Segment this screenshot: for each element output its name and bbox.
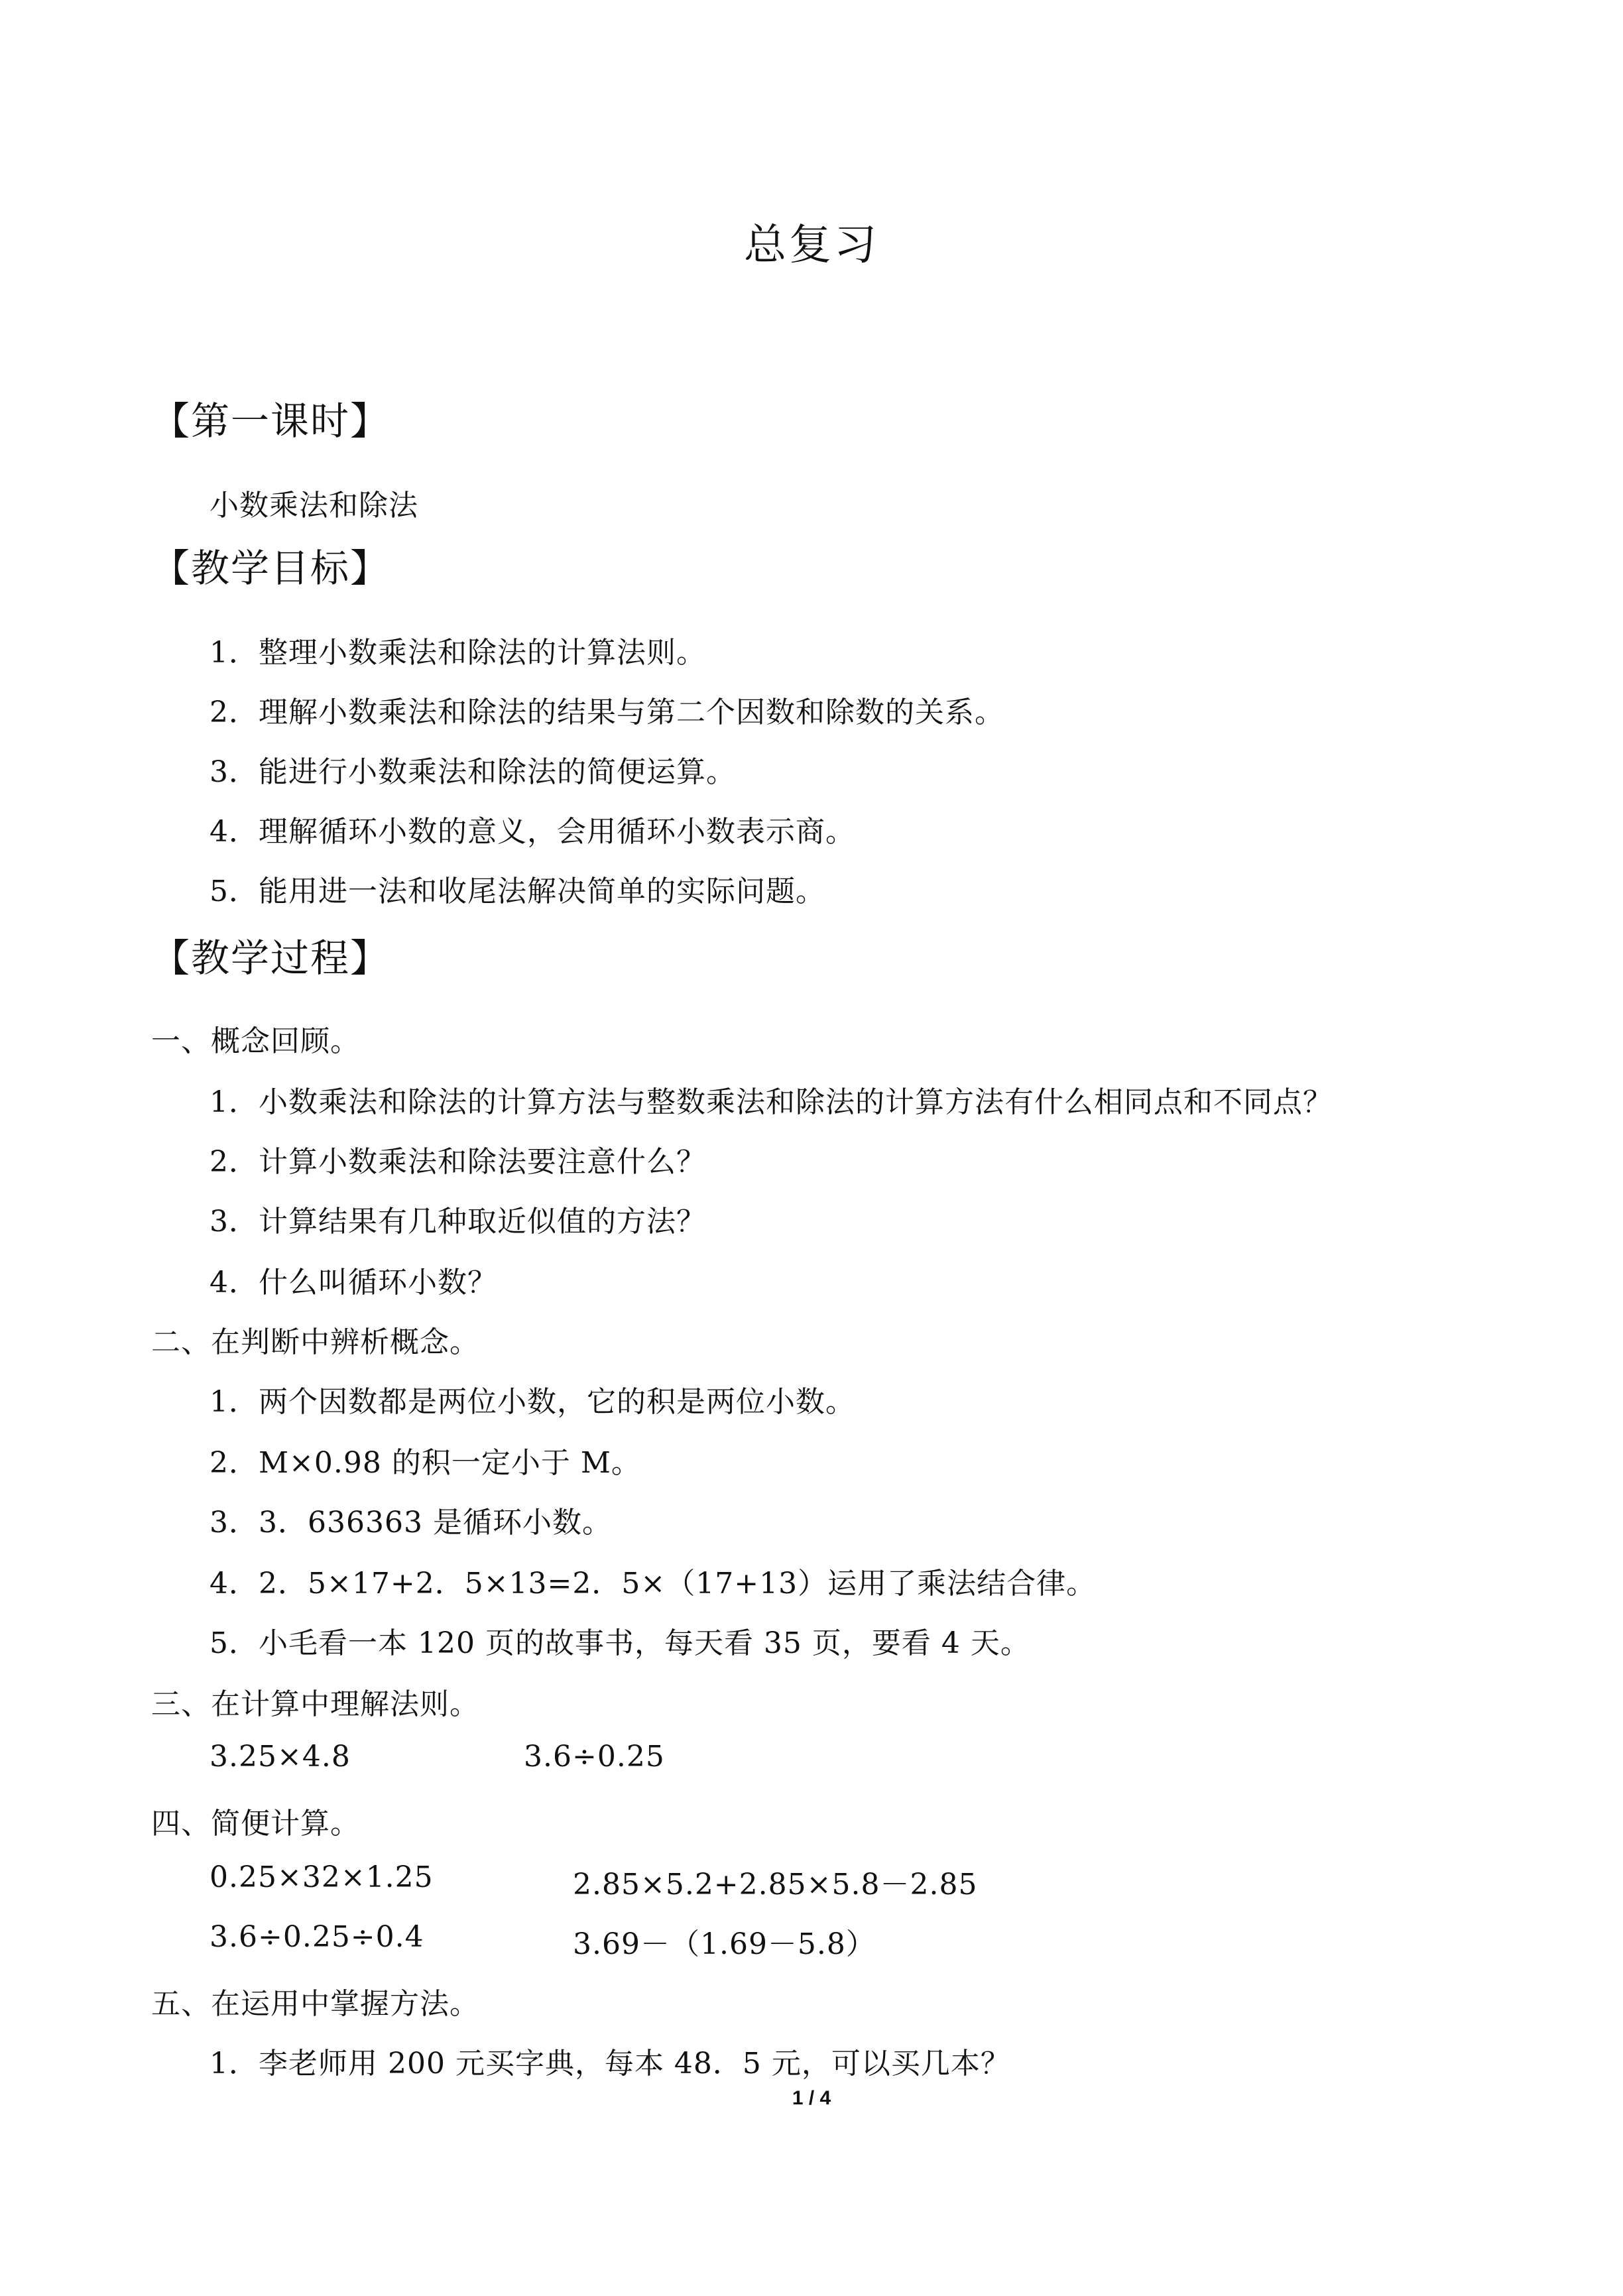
exercise: 3.6÷0.25 <box>524 1740 665 1774</box>
process-heading: 【教学过程】 <box>151 936 391 981</box>
exercise: 3.69－（1.69－5.8） <box>573 1927 876 1961</box>
goal-item: 3．能进行小数乘法和除法的简便运算。 <box>210 755 736 789</box>
list-item: 1．两个因数都是两位小数，它的积是两位小数。 <box>210 1385 855 1419</box>
list-item: 1．李老师用 200 元买字典，每本 48．5 元，可以买几本？ <box>210 2047 1010 2081</box>
list-item: 2．M×0.98 的积一定小于 M。 <box>210 1446 641 1480</box>
list-item: 1．小数乘法和除法的计算方法与整数乘法和除法的计算方法有什么相同点和不同点？ <box>210 1085 1333 1119</box>
exercise: 2.85×5.2+2.85×5.8－2.85 <box>573 1868 978 1902</box>
section-title: 五、在运用中掌握方法。 <box>151 1987 479 2021</box>
goal-item: 5．能用进一法和收尾法解决简单的实际问题。 <box>210 875 825 908</box>
list-item: 2．计算小数乘法和除法要注意什么？ <box>210 1145 706 1179</box>
list-item: 3．计算结果有几种取近似值的方法？ <box>210 1205 706 1239</box>
section-title: 一、概念回顾。 <box>151 1024 360 1058</box>
exercise: 3.6÷0.25÷0.4 <box>210 1920 424 1954</box>
document-title: 总复习 <box>744 221 879 270</box>
list-item: 4．什么叫循环小数？ <box>210 1266 497 1299</box>
section-title: 二、在判断中辨析概念。 <box>151 1325 479 1359</box>
list-item: 3．3．636363 是循环小数。 <box>210 1506 612 1540</box>
page-number: 1 / 4 <box>792 2087 831 2109</box>
lesson-heading: 【第一课时】 <box>151 398 391 444</box>
list-item: 5．小毛看一本 120 页的故事书，每天看 35 页，要看 4 天。 <box>210 1626 1030 1660</box>
goal-item: 2．理解小数乘法和除法的结果与第二个因数和除数的关系。 <box>210 695 1004 729</box>
lesson-topic: 小数乘法和除法 <box>210 489 418 522</box>
exercise: 3.25×4.8 <box>210 1740 351 1774</box>
section-title: 三、在计算中理解法则。 <box>151 1687 479 1721</box>
goal-item: 1．整理小数乘法和除法的计算法则。 <box>210 636 706 670</box>
section-title: 四、简便计算。 <box>151 1807 360 1841</box>
exercise: 0.25×32×1.25 <box>210 1860 434 1894</box>
goals-heading: 【教学目标】 <box>151 546 391 591</box>
list-item: 4．2．5×17+2．5×13=2．5×（17+13）运用了乘法结合律。 <box>210 1567 1097 1601</box>
goal-item: 4．理解循环小数的意义，会用循环小数表示商。 <box>210 815 855 849</box>
